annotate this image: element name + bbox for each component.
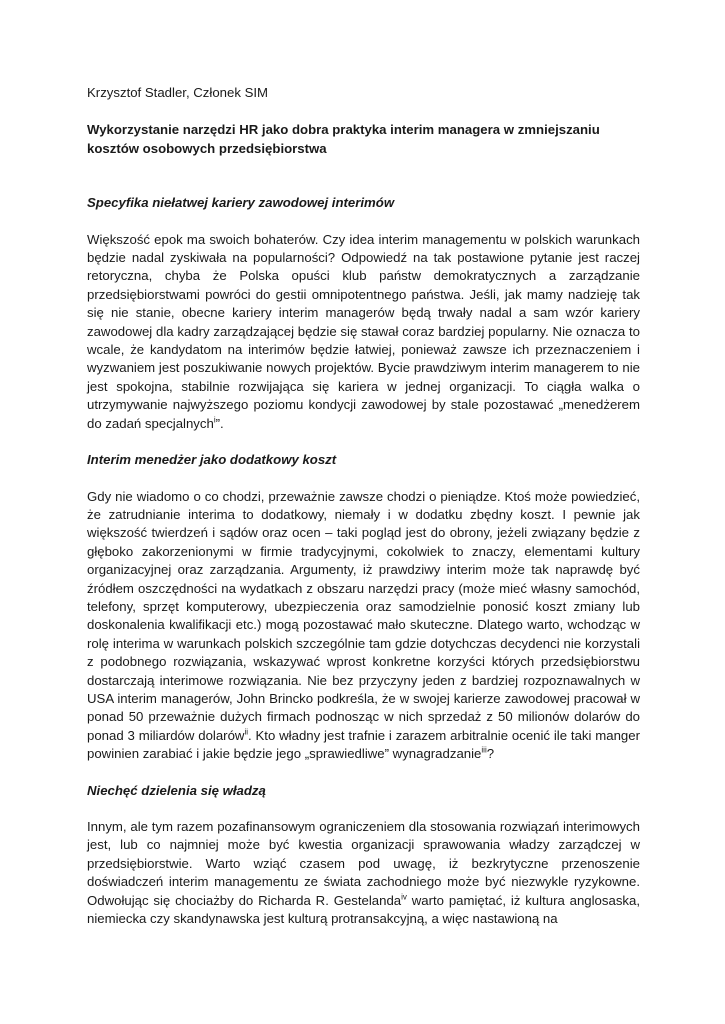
paragraph-text: Gdy nie wiadomo o co chodzi, przeważnie zawsze chodzi o pieniądze. Ktoś może powiedzieć, że zatrudnianie interima to dodatkowy, niemały i w dodatku zbędny koszt. I pewnie jak większość twierdzeń i sądów oraz ocen – taki pogląd jest do obrony, jeżeli związany będzie z głęboko zakorzenionymi w firmie tradycyjnymi, cokolwiek to znaczy, elementami kultury organizacyjnej oraz zarządzania. Argumenty, iż prawdziwy interim może tak naprawdę być źródłem oszczędności na wydatkach z obszaru narzędzi pracy (może mieć własny samochód, telefony, sprzęt komputerowy, ubezpieczenia oraz samodzielnie ponosić koszt zmiany lub doskonalenia kwalifikacji etc.) mogą pozostawać mało skuteczne. Dlatego warto, wchodząc w rolę interima w warunkach polskich szczególnie tam gdzie dotychczas decydenci nie korzystali z podobnego rozwiązania, wskazywać wprost konkretne korzyści których przedsiębiorstwu dostarczają interimowe rozwiązania. Nie bez przyczyny jeden z bardziej rozpoznawalnych w USA interim managerów, John Brincko podkreśla, że w swojej karierze zawodowej pracował w ponad 50 przeważnie dużych firmach podnosząc w nich sprzedaż z 50 milionów dolarów do ponad 3 miliardów dolarów bbox=[87, 488, 640, 743]
section-2-paragraph bbox=[87, 488, 640, 764]
paragraph-text: Większość epok ma swoich bohaterów. Czy idea interim managementu w polskich warunkach będzie nadal zyskiwała na popularności? Odpowiedź na tak postawione pytanie jest raczej retoryczna, chyba że Polska opuści klub państw demokratycznych a zarządzanie przedsiębiorstwami powróci do gestii omnipotentnego państwa. Jeśli, jak mamy nadzieję tak się nie stanie, obecne kariery interim managerów będą trwały nadal a sam wzór kariery zawodowej dla kadry zarządzającej będzie się stawał coraz bardziej popularny. Nie oznacza to wcale, że kandydatom na interimów będzie łatwiej, ponieważ zawsze ich przeznaczeniem i wyzwaniem jest poszukiwanie nowych projektów. Bycie prawdziwym interim managerem to nie jest spokojna, stabilnie rozwijająca się kariera w jednej organizacji. To ciągła walka o utrzymywanie najwyższego poziomu kondycji zawodowej by stale pozostawać „menedżerem do zadań specjalnych bbox=[87, 231, 640, 431]
footnote-ref: ii bbox=[244, 727, 248, 737]
section-3-paragraph bbox=[87, 818, 640, 928]
paragraph-text: ? bbox=[486, 746, 495, 762]
author-line: Krzysztof Stadler, Członek SIM bbox=[87, 85, 269, 100]
section-heading-3: Niechęć dzielenia się władzą bbox=[87, 782, 266, 798]
footnote-ref: i bbox=[213, 415, 216, 425]
paragraph-text: . Kto władny jest trafnie i zarazem arbitralnie ocenić ile taki manger powinien zarabiać i jakie będzie jego „sprawiedliwe” wynagradzanie bbox=[87, 727, 640, 762]
section-heading-2: Interim menedżer jako dodatkowy koszt bbox=[87, 452, 337, 468]
paragraph-text: warto pamiętać, iż kultura anglosaska, niemiecka czy skandynawska jest kulturą protransakcyjną, a więc nastawioną na bbox=[87, 892, 641, 927]
document-title: Wykorzystanie narzędzi HR jako dobra praktyka interim managera w zmniejszaniu kosztów osobowych przedsiębiorstwa bbox=[87, 122, 600, 156]
section-1-paragraph bbox=[87, 231, 640, 433]
footnote-ref: iv bbox=[401, 892, 407, 902]
paragraph-text: Innym, ale tym razem pozafinansowym ograniczeniem dla stosowania rozwiązań interimowych jest, lub co najmniej może być kwestia organizacji sprawowania władzy zarządczej w przedsiębiorstwie. Warto wziąć czasem pod uwagę, iż bezkrytyczne przenoszenie doświadczeń interim managementu ze świata zachodniego może być niezwykle ryzykowne. Odwołując się chociażby do Richarda R. Gestelanda bbox=[87, 819, 640, 908]
document-page bbox=[87, 84, 640, 946]
footnote-ref: iii bbox=[481, 745, 487, 755]
section-heading-1: Specyfika niełatwej kariery zawodowej interimów bbox=[87, 195, 395, 211]
paragraph-text: ”. bbox=[215, 415, 224, 431]
